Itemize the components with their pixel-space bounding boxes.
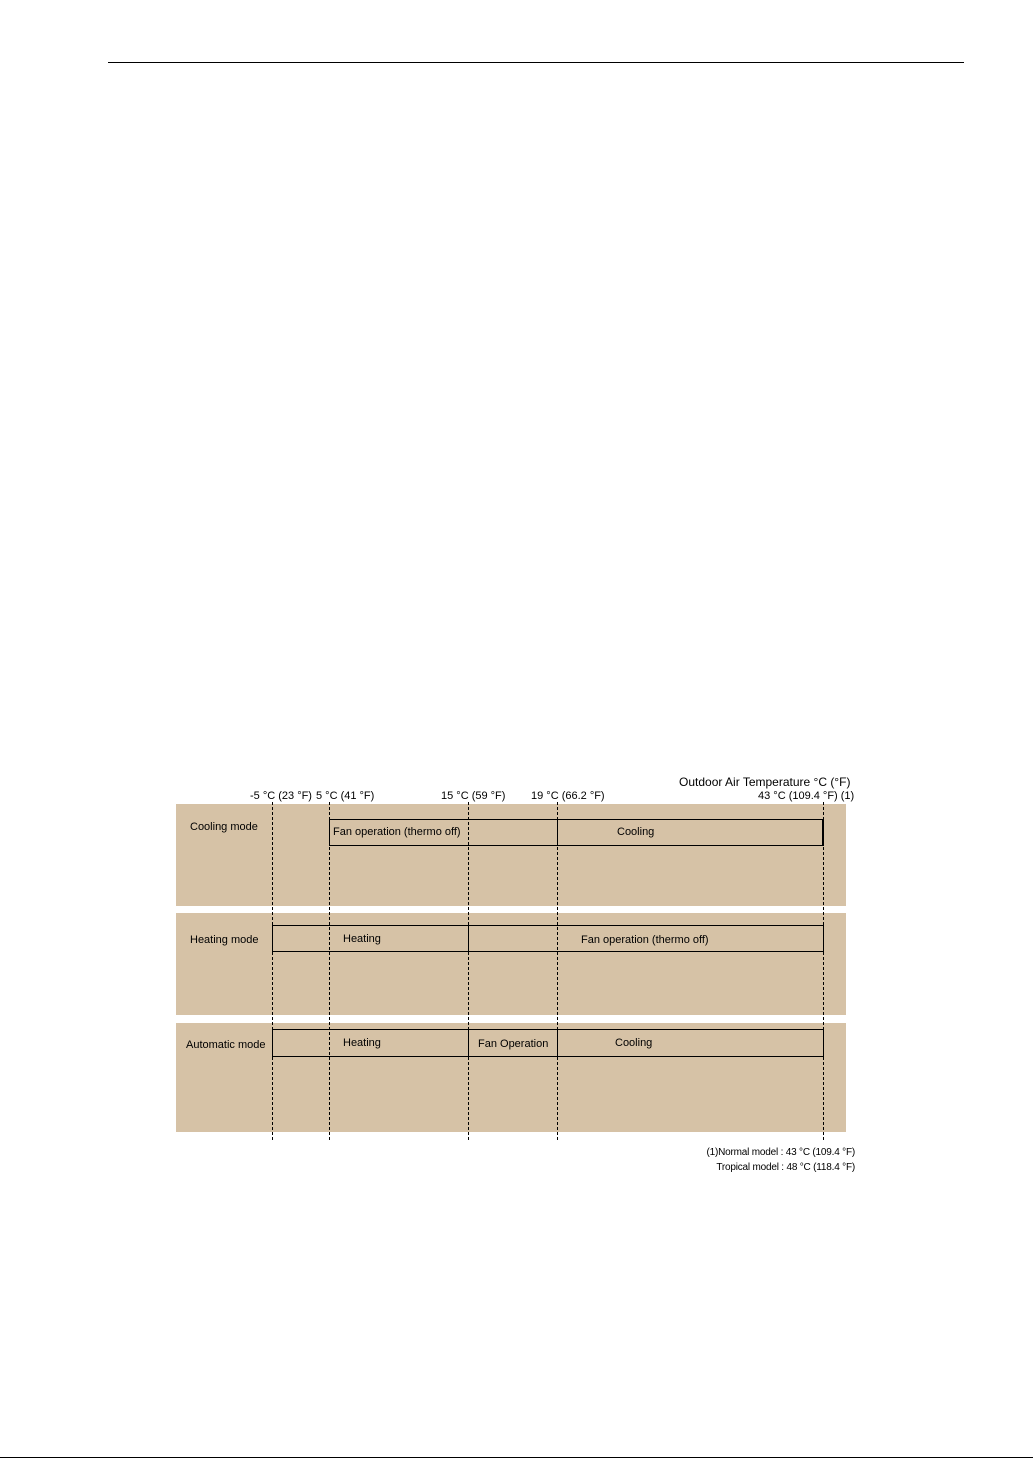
- automatic-mode-segment-cooling: Cooling: [615, 1037, 653, 1049]
- cooling-mode-label: Cooling mode: [190, 821, 258, 833]
- automatic-mode-segment-heating: Heating: [343, 1037, 381, 1049]
- automatic-mode-label: Automatic mode: [186, 1039, 266, 1051]
- cooling-mode-segment-fan: Fan operation (thermo off): [333, 826, 461, 838]
- threshold-line-minus5: [272, 802, 273, 1140]
- threshold-label-19: 19 °C (66.2 °F): [531, 790, 605, 802]
- threshold-line-43: [823, 802, 824, 1140]
- heating-mode-segment-heating: Heating: [343, 933, 381, 945]
- heating-mode-label: Heating mode: [190, 934, 259, 946]
- axis-title: Outdoor Air Temperature °C (°F): [679, 775, 851, 789]
- automatic-mode-segment-fan: Fan Operation: [478, 1038, 549, 1050]
- threshold-line-5: [329, 802, 330, 1140]
- heating-mode-segment-fan: Fan operation (thermo off): [581, 934, 709, 946]
- threshold-label-43: 43 °C (109.4 °F) (1): [758, 790, 855, 802]
- threshold-line-19: [557, 802, 558, 1140]
- threshold-label-5: 5 °C (41 °F): [316, 790, 375, 802]
- threshold-label-15: 15 °C (59 °F): [441, 790, 506, 802]
- threshold-line-15: [468, 802, 469, 1140]
- footnote-tropical-model: Tropical model : 48 °C (118.4 °F): [716, 1162, 855, 1173]
- footnote-normal-model: (1)Normal model : 43 °C (109.4 °F): [706, 1147, 855, 1158]
- cooling-mode-segment-cooling: Cooling: [617, 826, 655, 838]
- threshold-label-minus5: -5 °C (23 °F): [250, 790, 312, 802]
